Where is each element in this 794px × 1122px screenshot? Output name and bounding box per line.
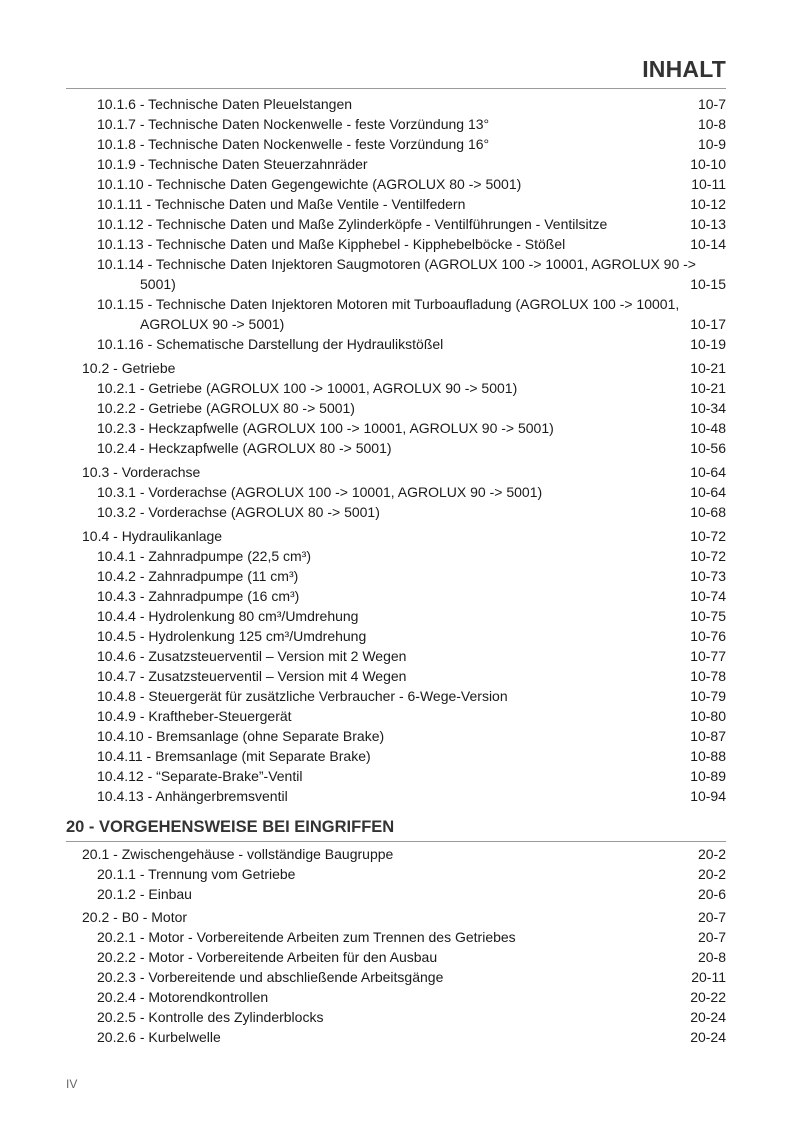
toc-entry-label: 10.4.3 - Zahnradpumpe (16 cm³)	[97, 588, 300, 604]
toc-entry-page: 10-15	[690, 276, 726, 292]
toc-entry-page: 10-89	[690, 768, 726, 784]
page-number: IV	[66, 1077, 78, 1091]
toc-entry-label: 10.4.6 - Zusatzsteuerventil – Version mit 2 Wegen	[97, 648, 407, 664]
toc-entry-page: 20-24	[690, 1009, 726, 1025]
toc-entry-page: 20-11	[691, 969, 726, 985]
toc-entry-page: 10-48	[690, 420, 726, 436]
toc-entry[interactable]	[97, 294, 726, 334]
toc-entry-page: 10-88	[690, 748, 726, 764]
toc-entry-label-continued: AGROLUX 90 -> 5001)	[140, 316, 285, 332]
toc-entry-page: 10-80	[690, 708, 726, 724]
toc-entry-label: 20.2.1 - Motor - Vorbereitende Arbeiten zum Trennen des Getriebes	[97, 929, 516, 945]
toc-entry-label: 10.4.2 - Zahnradpumpe (11 cm³)	[97, 568, 299, 584]
toc-entry-label: 10.3 - Vorderachse	[82, 464, 201, 480]
toc-entry-page: 10-68	[690, 504, 726, 520]
toc-entry-page: 20-24	[690, 1029, 726, 1045]
toc-entry-label: 10.4.12 - “Separate-Brake”-Ventil	[97, 768, 303, 784]
toc-entry-page: 20-7	[697, 909, 726, 925]
toc-entry-label: 10.3.2 - Vorderachse (AGROLUX 80 -> 5001)	[97, 504, 380, 520]
toc-entry-label: 10.4 - Hydraulikanlage	[82, 528, 223, 544]
toc-entry-label: 20.2.3 - Vorbereitende und abschließende Arbeitsgänge	[97, 969, 444, 985]
toc-entry-label: 10.4.11 - Bremsanlage (mit Separate Brake)	[97, 748, 371, 764]
toc-entry-label: 20.1.2 - Einbau	[97, 886, 192, 902]
toc-entry-page: 10-73	[690, 568, 726, 584]
toc-entry-page: 20-2	[697, 866, 726, 882]
toc-entry-label: 20.2 - B0 - Motor	[82, 909, 188, 925]
toc-entry-label: 10.4.1 - Zahnradpumpe (22,5 cm³)	[97, 548, 311, 564]
toc-entry-page: 10-7	[697, 96, 726, 112]
toc-entry-page: 10-94	[690, 788, 726, 804]
toc-entry-page: 10-14	[690, 236, 726, 252]
toc-entry-page: 10-79	[690, 688, 726, 704]
toc-entry-label: 10.4.13 - Anhängerbremsventil	[97, 788, 288, 804]
toc-entry-page: 10-76	[690, 628, 726, 644]
toc-entry-page: 10-21	[690, 360, 726, 376]
toc-entry-page: 10-56	[690, 440, 726, 456]
toc-entry-page: 20-2	[697, 846, 726, 862]
toc-entry-label: 20.1 - Zwischengehäuse - vollständige Baugruppe	[82, 846, 394, 862]
toc-entry-label: 10.2.4 - Heckzapfwelle (AGROLUX 80 -> 5001)	[97, 440, 392, 456]
toc-entry-label: 10.4.4 - Hydrolenkung 80 cm³/Umdrehung	[97, 608, 359, 624]
toc-entry-label: 10.1.8 - Technische Daten Nockenwelle - feste Vorzündung 16°	[97, 136, 490, 152]
toc-entry-page: 10-77	[690, 648, 726, 664]
toc-entry-label: 10.1.14 - Technische Daten Injektoren Saugmotoren (AGROLUX 100 -> 10001, AGROLUX 90 ->	[97, 256, 696, 272]
toc-entry-label: 10.4.5 - Hydrolenkung 125 cm³/Umdrehung	[97, 628, 367, 644]
toc-entry-label: 10.2.3 - Heckzapfwelle (AGROLUX 100 -> 10001, AGROLUX 90 -> 5001)	[97, 420, 554, 436]
toc-entry-page: 10-17	[690, 316, 726, 332]
toc-entry-page: 10-19	[690, 336, 726, 352]
toc-entry-page: 10-34	[690, 400, 726, 416]
toc-entry-page: 10-13	[690, 216, 726, 232]
toc-entry-page: 10-64	[690, 464, 726, 480]
toc-entry-page: 10-78	[690, 668, 726, 684]
toc-entry-page: 10-8	[697, 116, 726, 132]
section-heading[interactable]: 20 - VORGEHENSWEISE BEI EINGRIFFEN	[66, 818, 395, 836]
toc-entry-label: 10.4.10 - Bremsanlage (ohne Separate Brake)	[97, 728, 385, 744]
toc-entry-label: 10.3.1 - Vorderachse (AGROLUX 100 -> 10001, AGROLUX 90 -> 5001)	[97, 484, 543, 500]
toc-entry-page: 10-64	[690, 484, 726, 500]
page-title: INHALT	[642, 56, 726, 82]
toc-entry-label: 10.1.15 - Technische Daten Injektoren Motoren mit Turboaufladung (AGROLUX 100 -> 10001,	[97, 296, 680, 312]
toc-entry-label: 10.4.8 - Steuergerät für zusätzliche Verbraucher - 6-Wege-Version	[97, 688, 508, 704]
toc-entry-label: 10.2.2 - Getriebe (AGROLUX 80 -> 5001)	[97, 400, 355, 416]
toc-entry-page: 10-9	[697, 136, 726, 152]
toc-entry-label: 20.1.1 - Trennung vom Getriebe	[97, 866, 296, 882]
toc-entry-page: 20-22	[690, 989, 726, 1005]
toc-entry-page: 10-87	[690, 728, 726, 744]
toc-entry-page: 10-75	[690, 608, 726, 624]
toc-entry-label: 10.1.12 - Technische Daten und Maße Zylinderköpfe - Ventilführungen - Ventilsitze	[97, 216, 608, 232]
toc-entry[interactable]	[97, 254, 726, 294]
toc-entry-label: 10.2 - Getriebe	[82, 360, 176, 376]
toc-entry-label: 10.1.7 - Technische Daten Nockenwelle - feste Vorzündung 13°	[97, 116, 490, 132]
toc-entry-page: 10-74	[690, 588, 726, 604]
toc-entry-label: 10.1.6 - Technische Daten Pleuelstangen	[97, 96, 353, 112]
toc-entry-label: 20.2.6 - Kurbelwelle	[97, 1029, 221, 1045]
toc-entry-page: 10-10	[690, 156, 726, 172]
toc-entry-label: 10.4.7 - Zusatzsteuerventil – Version mit 4 Wegen	[97, 668, 407, 684]
toc-entry-page: 20-8	[697, 949, 726, 965]
toc-entry-label: 10.2.1 - Getriebe (AGROLUX 100 -> 10001, AGROLUX 90 -> 5001)	[97, 380, 518, 396]
toc-entry-label: 10.1.16 - Schematische Darstellung der Hydraulikstößel	[97, 336, 444, 352]
toc-entry-label: 10.1.10 - Technische Daten Gegengewichte (AGROLUX 80 -> 5001)	[97, 176, 522, 192]
toc-entry-label: 10.1.13 - Technische Daten und Maße Kipphebel - Kipphebelböcke - Stößel	[97, 236, 566, 252]
toc-entry-label-continued: 5001)	[140, 276, 176, 292]
toc-entry-label: 20.2.2 - Motor - Vorbereitende Arbeiten für den Ausbau	[97, 949, 438, 965]
toc-entry-label: 10.4.9 - Kraftheber-Steuergerät	[97, 708, 292, 724]
toc-entry-label: 10.1.9 - Technische Daten Steuerzahnräder	[97, 156, 368, 172]
toc-entry-label: 20.2.4 - Motorendkontrollen	[97, 989, 269, 1005]
page-header	[66, 54, 726, 89]
toc-entry-label: 20.2.5 - Kontrolle des Zylinderblocks	[97, 1009, 324, 1025]
toc-entry-page: 10-21	[690, 380, 726, 396]
toc-entry-page: 10-72	[690, 548, 726, 564]
toc-entry-page: 10-72	[690, 528, 726, 544]
section-divider	[66, 841, 726, 842]
toc-entry-label: 10.1.11 - Technische Daten und Maße Ventile - Ventilfedern	[97, 196, 466, 212]
toc-entry-page: 20-6	[697, 886, 726, 902]
toc-entry-page: 10-12	[690, 196, 726, 212]
toc-entry-page: 10-11	[691, 176, 726, 192]
toc-entry-page: 20-7	[697, 929, 726, 945]
